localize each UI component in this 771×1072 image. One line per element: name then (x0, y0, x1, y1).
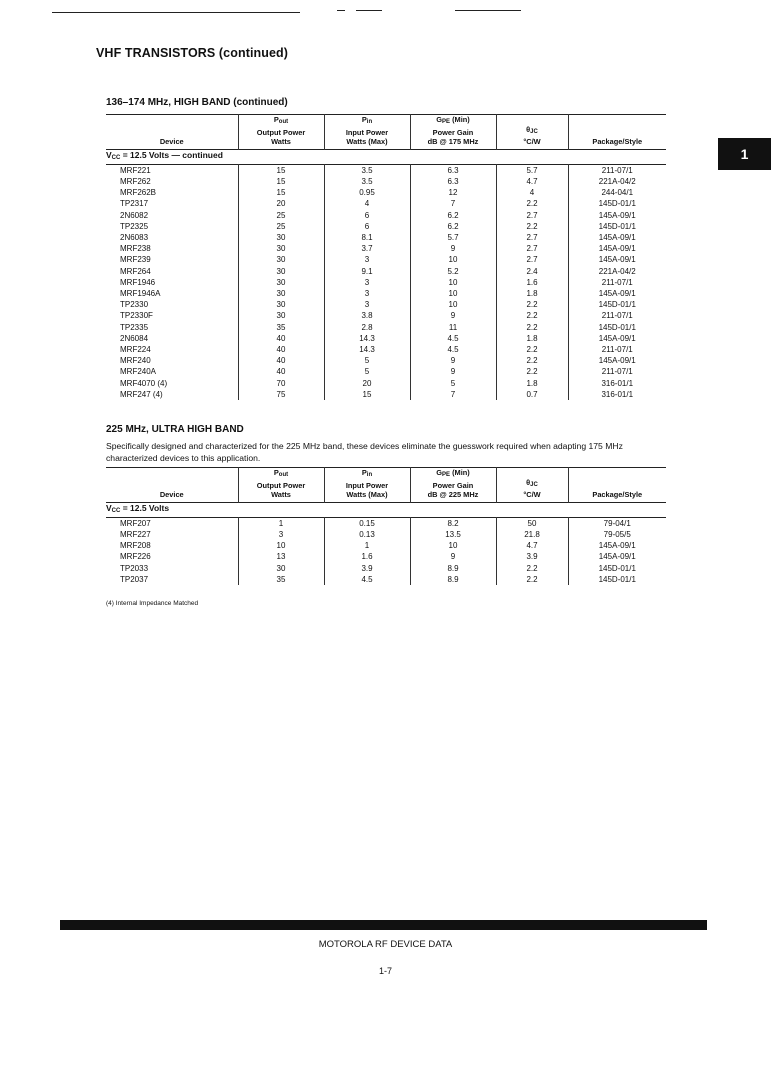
cell-device: MRF240 (120, 356, 151, 366)
cell-pout: 30 (238, 277, 324, 288)
cell-gain: 5.2 (410, 266, 496, 277)
cell-gain: 5.7 (410, 232, 496, 243)
section2-heading: 225 MHz, ULTRA HIGH BAND (106, 424, 244, 435)
cell-package: 211-07/1 (568, 277, 666, 288)
table-row (106, 563, 666, 574)
cell-gain: 12 (410, 187, 496, 198)
cell-package: 211-07/1 (568, 310, 666, 321)
cell-pout: 35 (238, 574, 324, 585)
cell-package: 221A-04/2 (568, 266, 666, 277)
cell-theta: 2.7 (496, 254, 568, 265)
cell-gain: 10 (410, 288, 496, 299)
table-body (106, 517, 666, 585)
cell-gain: 4.5 (410, 333, 496, 344)
cell-pout: 15 (238, 187, 324, 198)
cell-theta: 1.8 (496, 378, 568, 389)
page-title: VHF TRANSISTORS (continued) (96, 46, 289, 60)
cell-theta: 2.7 (496, 232, 568, 243)
chapter-tab: 1 (718, 138, 771, 170)
cell-gain: 9 (410, 366, 496, 377)
table-row (106, 221, 666, 232)
table-row (106, 254, 666, 265)
cell-gain: 4.5 (410, 344, 496, 355)
cell-gain: 10 (410, 299, 496, 310)
cell-pin: 3.5 (324, 176, 410, 187)
cell-device: MRF221 (120, 165, 151, 175)
cell-pin: 0.15 (324, 517, 410, 529)
table-ultra-high-band (106, 467, 666, 585)
cell-package: 145D-01/1 (568, 221, 666, 232)
cell-pin: 20 (324, 378, 410, 389)
cell-gain: 9 (410, 551, 496, 562)
col-theta: θJC °C/W (496, 115, 568, 150)
cell-device: TP2330F (120, 311, 153, 321)
cell-pin: 3.9 (324, 563, 410, 574)
cell-pout: 75 (238, 389, 324, 400)
cell-device: MRF224 (120, 344, 151, 354)
cell-pin: 14.3 (324, 333, 410, 344)
cell-pout: 13 (238, 551, 324, 562)
cell-theta: 2.2 (496, 344, 568, 355)
footer-brand: MOTOROLA RF DEVICE DATA (318, 939, 453, 950)
col-pin: Pin Input Power Watts (Max) (324, 115, 410, 150)
cell-theta: 5.7 (496, 164, 568, 176)
table-row (106, 210, 666, 221)
cell-pin: 5 (324, 355, 410, 366)
cell-pin: 2.8 (324, 322, 410, 333)
cell-device: 2N6083 (120, 232, 149, 242)
cell-theta: 4.7 (496, 176, 568, 187)
top-rule-right (455, 10, 521, 11)
cell-theta: 4 (496, 187, 568, 198)
cell-pin: 3 (324, 277, 410, 288)
cell-pin: 0.13 (324, 529, 410, 540)
cell-pout: 30 (238, 266, 324, 277)
cell-theta: 2.2 (496, 310, 568, 321)
cell-device: TP2330 (120, 300, 149, 310)
cell-package: 316-01/1 (568, 389, 666, 400)
cell-device: MRF207 (120, 518, 151, 528)
cell-pout: 30 (238, 563, 324, 574)
cell-pin: 4.5 (324, 574, 410, 585)
cell-pin: 5 (324, 366, 410, 377)
cell-device: MRF240A (120, 367, 157, 377)
cell-pout: 30 (238, 310, 324, 321)
cell-gain: 6.3 (410, 164, 496, 176)
cell-device: MRF1946A (120, 288, 161, 298)
cell-theta: 3.9 (496, 551, 568, 562)
cell-theta: 2.2 (496, 198, 568, 209)
table-header-row (106, 115, 666, 150)
cell-package: 145A-09/1 (568, 243, 666, 254)
table-row (106, 310, 666, 321)
cell-gain: 8.9 (410, 563, 496, 574)
table-row (106, 164, 666, 176)
col-package: Package/Style (568, 115, 666, 150)
cell-device: MRF262 (120, 176, 151, 186)
cell-theta: 1.6 (496, 277, 568, 288)
cell-device: MRF1946 (120, 277, 156, 287)
cell-gain: 7 (410, 389, 496, 400)
table-body (106, 164, 666, 400)
cell-theta: 1.8 (496, 333, 568, 344)
cell-device: TP2317 (120, 199, 149, 209)
cell-device: MRF247 (4) (120, 389, 163, 399)
table-header-row (106, 468, 666, 503)
cell-pin: 3 (324, 288, 410, 299)
cell-device: 2N6084 (120, 333, 149, 343)
cell-device: MRF239 (120, 255, 151, 265)
cell-theta: 2.2 (496, 299, 568, 310)
cell-device: 2N6082 (120, 210, 149, 220)
col-device: Device (159, 490, 184, 499)
cell-package: 145A-09/1 (568, 288, 666, 299)
footer-rule (60, 920, 707, 930)
cell-gain: 11 (410, 322, 496, 333)
cell-package: 211-07/1 (568, 344, 666, 355)
cell-gain: 9 (410, 310, 496, 321)
cell-pin: 3 (324, 299, 410, 310)
table-row (106, 277, 666, 288)
cell-package: 145A-09/1 (568, 254, 666, 265)
cell-theta: 2.2 (496, 355, 568, 366)
cell-pin: 9.1 (324, 266, 410, 277)
table-row (106, 266, 666, 277)
top-rule-dash-1 (337, 10, 345, 11)
table-row (106, 389, 666, 400)
cell-package: 145D-01/1 (568, 299, 666, 310)
cell-package: 145D-01/1 (568, 198, 666, 209)
cell-pin: 14.3 (324, 344, 410, 355)
cell-gain: 13.5 (410, 529, 496, 540)
cell-device: MRF208 (120, 541, 151, 551)
table-row (106, 243, 666, 254)
cell-pin: 8.1 (324, 232, 410, 243)
cell-gain: 10 (410, 540, 496, 551)
cell-pout: 40 (238, 355, 324, 366)
cell-theta: 2.4 (496, 266, 568, 277)
cell-device: TP2325 (120, 221, 149, 231)
vcc-condition: VCC = 12.5 Volts (106, 502, 666, 517)
col-pout: Pout Output Power Watts (238, 115, 324, 150)
cell-theta: 0.7 (496, 389, 568, 400)
table-high-band (106, 114, 666, 400)
col-pout: Pout Output Power Watts (238, 468, 324, 503)
cell-theta: 50 (496, 517, 568, 529)
cell-device: TP2335 (120, 322, 149, 332)
cell-pout: 10 (238, 540, 324, 551)
cell-pout: 3 (238, 529, 324, 540)
col-gpe: GPE (Min) Power Gain dB @ 225 MHz (410, 468, 496, 503)
cell-pin: 1.6 (324, 551, 410, 562)
cell-gain: 7 (410, 198, 496, 209)
cell-pin: 0.95 (324, 187, 410, 198)
cell-gain: 5 (410, 378, 496, 389)
vcc-condition: VCC = 12.5 Volts — continued (106, 149, 666, 164)
footnote: (4) Internal Impedance Matched (106, 600, 199, 607)
top-rule-dash-2 (356, 10, 382, 11)
cell-gain: 8.2 (410, 517, 496, 529)
table-row (106, 322, 666, 333)
cell-pin: 15 (324, 389, 410, 400)
cell-package: 316-01/1 (568, 378, 666, 389)
cell-theta: 2.2 (496, 574, 568, 585)
cell-pin: 3.7 (324, 243, 410, 254)
cell-device: MRF262B (120, 188, 157, 198)
col-pin: Pin Input Power Watts (Max) (324, 468, 410, 503)
cell-pin: 1 (324, 540, 410, 551)
cell-device: MRF227 (120, 529, 151, 539)
table-row (106, 288, 666, 299)
table-row (106, 574, 666, 585)
cell-theta: 2.7 (496, 210, 568, 221)
table-row (106, 517, 666, 529)
cell-package: 145A-09/1 (568, 540, 666, 551)
col-package: Package/Style (568, 468, 666, 503)
cell-package: 145A-09/1 (568, 333, 666, 344)
table-row (106, 529, 666, 540)
cell-pout: 15 (238, 164, 324, 176)
table-row (106, 176, 666, 187)
cell-pout: 30 (238, 299, 324, 310)
cell-pout: 1 (238, 517, 324, 529)
cell-pin: 3.8 (324, 310, 410, 321)
table-row (106, 198, 666, 209)
cell-pin: 3 (324, 254, 410, 265)
cell-package: 145A-09/1 (568, 355, 666, 366)
cell-package: 145A-09/1 (568, 551, 666, 562)
cell-device: MRF4070 (4) (120, 378, 168, 388)
cell-pout: 40 (238, 344, 324, 355)
cell-pout: 25 (238, 210, 324, 221)
cell-package: 145A-09/1 (568, 210, 666, 221)
cell-pout: 40 (238, 366, 324, 377)
cell-theta: 21.8 (496, 529, 568, 540)
cell-device: MRF226 (120, 552, 151, 562)
cell-package: 211-07/1 (568, 164, 666, 176)
cell-package: 145D-01/1 (568, 322, 666, 333)
cell-package: 211-07/1 (568, 366, 666, 377)
cell-pout: 30 (238, 243, 324, 254)
table-row (106, 299, 666, 310)
cell-theta: 2.2 (496, 221, 568, 232)
page-number: 1-7 (378, 966, 392, 976)
table-row (106, 551, 666, 562)
cell-pout: 30 (238, 232, 324, 243)
cell-pout: 25 (238, 221, 324, 232)
cell-gain: 10 (410, 277, 496, 288)
cell-pin: 6 (324, 210, 410, 221)
table-row (106, 378, 666, 389)
cell-pout: 30 (238, 288, 324, 299)
table-row (106, 333, 666, 344)
cell-theta: 2.7 (496, 243, 568, 254)
cell-device: MRF264 (120, 266, 151, 276)
cell-package: 221A-04/2 (568, 176, 666, 187)
cell-package: 79-05/5 (568, 529, 666, 540)
cell-package: 145A-09/1 (568, 232, 666, 243)
cell-package: 79-04/1 (568, 517, 666, 529)
cell-gain: 10 (410, 254, 496, 265)
table-row (106, 344, 666, 355)
cell-device: TP2033 (120, 563, 149, 573)
cell-gain: 9 (410, 355, 496, 366)
cell-pin: 6 (324, 221, 410, 232)
cell-theta: 2.2 (496, 563, 568, 574)
cell-pout: 40 (238, 333, 324, 344)
section1-heading: 136–174 MHz, HIGH BAND (continued) (106, 97, 288, 108)
cell-theta: 2.2 (496, 322, 568, 333)
cell-theta: 1.8 (496, 288, 568, 299)
table-row (106, 355, 666, 366)
cell-pout: 35 (238, 322, 324, 333)
cell-package: 145D-01/1 (568, 574, 666, 585)
col-gpe: GPE (Min) Power Gain dB @ 175 MHz (410, 115, 496, 150)
cell-pout: 70 (238, 378, 324, 389)
top-rule-left (52, 12, 300, 13)
table-row (106, 232, 666, 243)
cell-device: MRF238 (120, 244, 151, 254)
table-row (106, 187, 666, 198)
col-theta: θJC °C/W (496, 468, 568, 503)
table-row (106, 366, 666, 377)
cell-pin: 3.5 (324, 164, 410, 176)
cell-gain: 6.2 (410, 221, 496, 232)
cell-device: TP2037 (120, 574, 149, 584)
cell-gain: 9 (410, 243, 496, 254)
cell-gain: 8.9 (410, 574, 496, 585)
section2-description: Specifically designed and characterized for the 225 MHz band, these devices eliminate the guesswork required when adapting 175 MHz characterized devices to this application. (106, 441, 623, 463)
col-device: Device (159, 137, 184, 146)
cell-gain: 6.2 (410, 210, 496, 221)
cell-gain: 6.3 (410, 176, 496, 187)
cell-pout: 20 (238, 198, 324, 209)
cell-package: 244-04/1 (568, 187, 666, 198)
cell-pout: 30 (238, 254, 324, 265)
cell-pin: 4 (324, 198, 410, 209)
cell-package: 145D-01/1 (568, 563, 666, 574)
cell-pout: 15 (238, 176, 324, 187)
cell-theta: 2.2 (496, 366, 568, 377)
cell-theta: 4.7 (496, 540, 568, 551)
table-row (106, 540, 666, 551)
